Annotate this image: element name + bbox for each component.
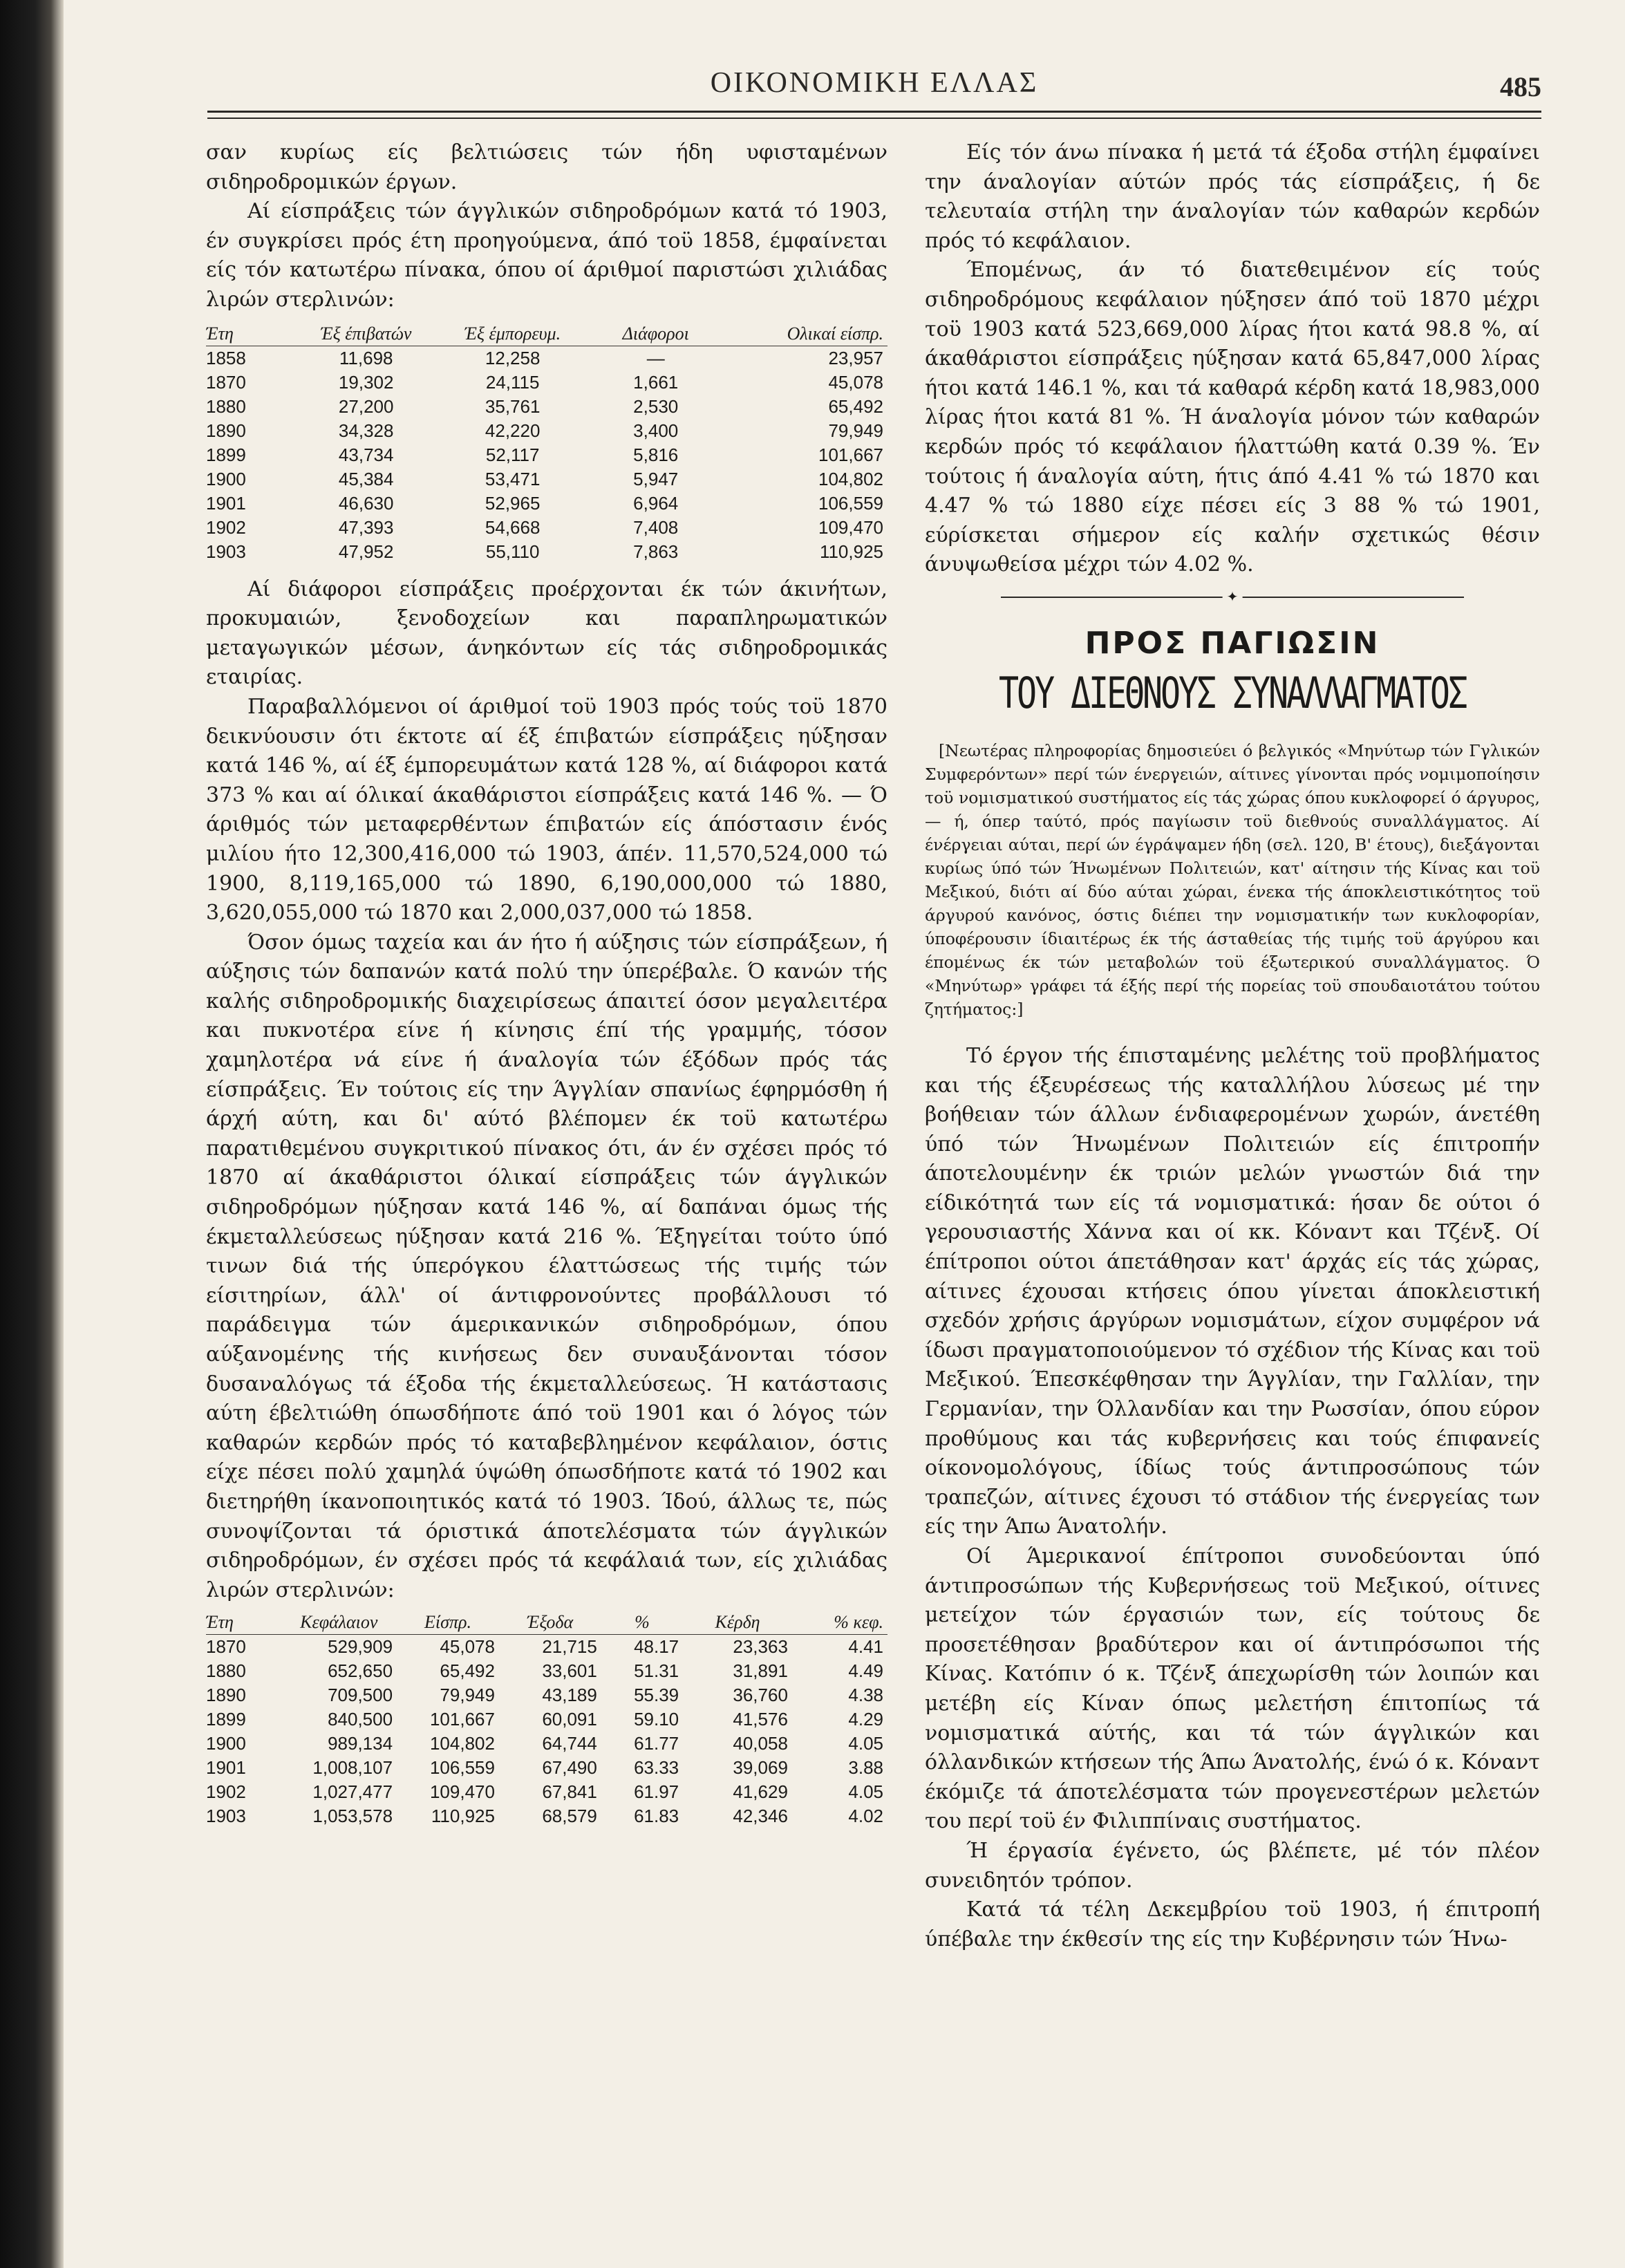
table-cell: 110,925: [431, 1806, 495, 1827]
table-cell: 12,258: [485, 347, 541, 368]
right-column: [925, 138, 1540, 2253]
table-cell: 54,668: [485, 516, 541, 538]
article-title: ΠΡΟΣ ΠΑΓΙΩΣΙΝ: [1084, 625, 1380, 661]
table-header-cell: %: [601, 1611, 683, 1635]
table-cell: 652,650: [328, 1660, 393, 1682]
table-header-cell: Είσπρ.: [397, 1611, 499, 1635]
table-cell: 1902: [206, 516, 246, 538]
table-cell: 21,715: [542, 1636, 597, 1658]
table-header-cell: Έξ έπιβατών: [294, 322, 438, 346]
table-header-cell: Κεφάλαιον: [281, 1611, 397, 1635]
table-cell: 1870: [206, 371, 246, 393]
table-cell: 67,841: [542, 1781, 597, 1803]
editor-note: [Νεωτέρας πληροφορίας δημοσιεύει ό βελγικός «Μηνύτωρ τών Γγλικών Συμφερόντων» περί τών ένεργειών, αίτινες γίνονται πρός νομιμοποίησιν τοϋ νομισματικού συστήματος είς τάς χώρας όπου κυκλοφορεί ό άργυρος, — ή, όπερ ταύτό, πρός παγίωσιν τοϋ διεθνούς συναλλάγματος. Αί ένέργειαι αύται, περί ών έγράψαμεν ήδη (σελ. 120, Β' έτους), διεξάγονται κυρίως ύπό τών Ήνωμένων Πολιτειών, κατ' αίτησιν τής Κίνας και τοϋ Μεξικού, διότι αί δύο αύται χώραι, ένεκα τής άποκλειστικότητος τοϋ άργυρού κανόνος, όστις διέπει την νομισματικήν των κυκλοφορίαν, ύποφέρουσιν ίδιαιτέρως έκ τής άσταθείας τής τιμής τοϋ άργύρου και έπομένως έκ τών μεταβολών τοϋ έξωτερικού συναλλάγματος. Ό «Μηνύτωρ» γράφει τά έξής περί τής πορείας τοϋ σπουδαιοτάτου τούτου ζητήματος:]: [925, 740, 1540, 1019]
table-header-cell: Έτη: [206, 1611, 281, 1635]
paragraph: Τό έργον τής έπισταμένης μελέτης τοϋ προβλήματος και τής έξευρέσεως τής καταλλήλου λύσεως μέ την βοήθειαν τών άλλων ένδιαφερομένων χωρών, άνετέθη ύπό τών Ήνωμένων Πολιτειών είς έπιτροπήν άποτελουμένην έκ τριών μελών γνωστών διά την είδικότητά των είς τά νομισματικά: ήσαν δε ούτοι ό γερουσιαστής Χάννα και οί κκ. Κόναντ και Τζένξ. Οί έπίτροποι ούτοι άπετάθησαν κατ' άρχάς είς τάς χώρας, αίτινες έχουσαι κτήσεις όπου γίνεται άποκλειστική σχεδόν χρήσις άργύρων νομισμάτων, είχον συμφέρον νά ίδωσι πραγματοποιούμενον τό σχέδιον τής Κίνας και τοϋ Μεξικού. Έπεσκέφθησαν την Άγγλίαν, την Γαλλίαν, την Γερμανίαν, την Όλλανδίαν και την Ρωσσίαν, όπου εύρον προθύμους και τάς κυβερνήσεις και τούς έπιφανείς οίκονομολόγους, ίδίως τούς άντιπροσώπους τών τραπεζών, αίτινες έχουσι τό στάδιον τής ένεργείας των είς την Άπω Άνατολήν.: [925, 1043, 1540, 1539]
table-cell: 27,200: [338, 395, 394, 417]
table-cell: 64,744: [542, 1733, 597, 1754]
table-cell: 4.29: [848, 1709, 883, 1730]
table-row: [206, 540, 887, 564]
table-row: [206, 1659, 887, 1683]
table-cell: 2,530: [633, 395, 679, 417]
table-cell: 42,346: [733, 1806, 788, 1827]
table-cell: 41,629: [733, 1781, 788, 1803]
table-cell: 19,302: [338, 371, 394, 393]
table-cell: 1890: [206, 1685, 246, 1706]
table-cell: 104,802: [429, 1733, 495, 1754]
table-row: [206, 1756, 887, 1780]
table-cell: 7,408: [633, 516, 679, 538]
table-cell: 529,909: [328, 1636, 393, 1658]
table-cell: 1,661: [633, 371, 679, 393]
table-cell: 43,189: [542, 1685, 597, 1706]
table-header-cell: Ολικαί είσπρ.: [724, 322, 887, 346]
table-cell: 6,964: [633, 492, 679, 514]
revenue-table: [206, 322, 887, 564]
table-row: [206, 1683, 887, 1707]
table-cell: 1901: [206, 492, 246, 514]
table-row: [206, 516, 887, 540]
paragraph: Είς τόν άνω πίνακα ή μετά τά έξοδα στήλη έμφαίνει την άναλογίαν αύτών πρός τάς είσπράξεις, ή δε τελευταία στήλη την άναλογίαν τών καθαρών κερδών πρός τό κεφάλαιον.: [925, 140, 1540, 253]
table-cell: 60,091: [542, 1709, 597, 1730]
table-cell: 5,816: [633, 444, 679, 465]
table-cell: 45,384: [338, 468, 394, 489]
header-rule: [207, 111, 1541, 113]
table-cell: 35,761: [485, 395, 541, 417]
table-header-cell: Έτη: [206, 322, 294, 346]
table-cell: 48.17: [634, 1636, 679, 1658]
table-cell: 51.31: [634, 1660, 679, 1682]
paragraph: Αί διάφοροι είσπράξεις προέρχονται έκ τών άκινήτων, προκυμαιών, ξενοδοχείων και παραπληρωματικών μεταγωγικών μέσων, άνηκόντων είς τάς σιδηροδρομικάς εταιρίας.: [206, 577, 887, 690]
table-cell: 5,947: [633, 468, 679, 489]
table-cell: 41,576: [733, 1709, 788, 1730]
table-cell: 59.10: [634, 1709, 679, 1730]
table-header-cell: Κέρδη: [683, 1611, 792, 1635]
table-cell: 52,117: [485, 444, 540, 465]
table-cell: 1900: [206, 1733, 246, 1754]
table-cell: 61.83: [634, 1806, 679, 1827]
table-cell: 23,363: [733, 1636, 788, 1658]
table-cell: 67,490: [542, 1757, 597, 1779]
table-cell: 61.97: [634, 1781, 679, 1803]
table-header-cell: Διάφοροι: [588, 322, 724, 346]
table-cell: 68,579: [542, 1806, 597, 1827]
table-cell: 45,078: [440, 1636, 495, 1658]
paragraph: Όσον όμως ταχεία και άν ήτο ή αύξησις τών είσπράξεων, ή αύξησις τών δαπανών κατά πολύ την ύπερέβαλε. Ό κανών τής καλής σιδηροδρομικής διαχειρίσεως άπαιτεί όσον μεγαλειτέρα και πυκνοτέρα είνε ή κίνησις έπί τής γραμμής, τόσον χαμηλοτέρα νά είνε ή άναλογία τών έξόδων πρός τάς είσπράξεις. Έν τούτοις είς την Άγγλίαν σπανίως έφηρμόσθη ή άρχή αύτη, και δι' αύτό βλέπομεν έκ τοϋ κατωτέρω παρατιθεμένου συγκριτικού πίνακος ότι, άν έν σχέσει πρός τό 1870 αί άκαθάριστοι όλικαί είσπράξεις τών άγγλικών σιδηροδρόμων ηύξησαν κατά 146 %, αί δαπάναι όμως τής έκμεταλλεύσεως ηύξησαν κατά 216 %. Έξηγείται τούτο ύπό τινων διά τής ύπερόγκου έλαττώσεως τής τιμής τών είσιτηρίων, άλλ' οί άντιφρονούντες προβάλλουσι τό παράδειγμα τών άμερικανικών σιδηροδρόμων, όπου αύξανομένης τής κινήσεως δεν συναυξάνονται τόσον δυσαναλόγως τά έξοδα τής έκμεταλλεύσεως. Ή κατάστασις αύτη έβελτιώθη όπωσδήποτε άπό τοϋ 1901 και ό λόγος τών καθαρών κερδών πρός τό καταβεβλημένον κεφάλαιον, όστις είχε πέσει πολύ χαμηλά ύψώθη όπωσδήποτε κατά τό 1902 και διετηρήθη ίκανοποιητικός κατά τό 1903. Ίδού, άλλως τε, πώς συνοψίζονται τά όριστικά άποτελέσματα τών άγγλικών σιδηροδρόμων, έν σχέσει πρός τά κεφάλαιά των, είς χιλιάδας λιρών στερλινών:: [206, 930, 887, 1602]
table-cell: 65,492: [828, 395, 883, 417]
table-cell: 4.02: [848, 1806, 883, 1827]
section-divider: [925, 587, 1540, 608]
table-cell: 989,134: [328, 1733, 393, 1754]
table-cell: 24,115: [485, 371, 540, 393]
table-cell: 1903: [206, 541, 246, 562]
table-row: [206, 467, 887, 491]
table-cell: 7,863: [633, 541, 679, 562]
paragraph: Οί Άμερικανοί έπίτροποι συνοδεύονται ύπό άντιπροσώπων τής Κυβερνήσεως τοϋ Μεξικού, οίτινες μετείχον τών έργασιών των, είς τούτους δε προσετέθησαν βραδύτερον και οί άντιπρόσωποι τής Κίνας. Κατόπιν ό κ. Τζένξ άπεχωρίσθη τών λοιπών και μετέβη είς Κίναν όπως μελετήση έπιτοπίως τά νομισματικά αύτής, και τά τών άγγλικών και όλλανδικών κτήσεων τής Άπω Άνατολής, ένώ ό κ. Κόναντ έκόμιζε τά άποτελέσματα τών προγενεστέρων μελετών του περί τοϋ έν Φιλιππίναις συστήματος.: [925, 1544, 1540, 1834]
table-cell: 4.49: [848, 1660, 883, 1682]
table-row: [206, 443, 887, 467]
table-cell: 3,400: [633, 420, 679, 441]
table-cell: 4.41: [848, 1636, 883, 1658]
paragraph: Κατά τά τέλη Δεκεμβρίου τοϋ 1903, ή έπιτροπή ύπέβαλε την έκθεσίν της είς την Κυβέρνησιν τών Ήνω-: [925, 1897, 1540, 1951]
table-cell: 106,559: [429, 1757, 495, 1779]
table-cell: 1900: [206, 468, 246, 489]
table-cell: 4.38: [848, 1685, 883, 1706]
table-cell: 55,110: [485, 541, 540, 562]
table-cell: 36,760: [733, 1685, 788, 1706]
table-cell: 110,925: [819, 541, 883, 562]
table-cell: 63.33: [634, 1757, 679, 1779]
table-cell: 23,957: [828, 347, 883, 368]
table-row: [206, 346, 887, 371]
table-cell: 55.39: [634, 1685, 679, 1706]
paragraph: Έπομένως, άν τό διατεθειμένον είς τούς σιδηροδρόμους κεφάλαιον ηύξησεν άπό τοϋ 1870 μέχρι τοϋ 1903 κατά 523,669,000 λίρας ήτοι κατά 98.8 %, αί άκαθάριστοι είσπράξεις ηύξησαν κατά 65,847,000 λίρας ήτοι κατά 146.1 %, και τά καθαρά κέρδη κατά 18,983,000 λίρας ήτοι κατά 81 %. Ή άναλογία μόνον τών καθαρών κερδών πρός τό κεφάλαιον ήλαττώθη κατά 0.39 %. Έν τούτοις ή άναλογία αύτη, ήτις άπό 4.41 % τώ 1870 και 4.47 % τώ 1880 είχε πέσει είς 3 88 % τώ 1901, εύρίσκεται σήμερον είς καλήν σχετικώς θέσιν άνυψωθείσα μέχρι τών 4.02 %.: [925, 258, 1540, 577]
table-cell: 53,471: [485, 468, 541, 489]
paragraph: Παραβαλλόμενοι οί άριθμοί τοϋ 1903 πρός τούς τοϋ 1870 δεικνύουσιν ότι έκτοτε αί έξ έπιβατών είσπράξεις ηύξησαν κατά 146 %, αί έξ έμπορευμάτων κατά 128 %, αί διάφοροι κατά 373 % και αί όλικαί άκαθάριστοι είσπράξεις κατά 146 %. — Ό άριθμός τών μεταφερθέντων έπιβατών είς άπόστασιν ένός μιλίου ήτο 12,300,416,000 τώ 1903, άπέν. 11,570,524,000 τώ 1900, 8,119,165,000 τώ 1890, 6,190,000,000 τώ 1880, 3,620,055,000 τώ 1870 και 2,000,037,000 τώ 1858.: [206, 694, 887, 926]
table-cell: 1899: [206, 444, 246, 465]
table-cell: 46,630: [338, 492, 394, 514]
table-cell: 3.88: [848, 1757, 883, 1779]
table-row: [206, 371, 887, 395]
table-cell: 1902: [206, 1781, 246, 1803]
table-row: [206, 1804, 887, 1828]
table-row: [206, 395, 887, 419]
table-cell: 52,965: [485, 492, 541, 514]
table-cell: 1,027,477: [312, 1781, 393, 1803]
table-cell: 4.05: [848, 1781, 883, 1803]
table-cell: 43,734: [338, 444, 394, 465]
table-cell: 1880: [206, 1660, 246, 1682]
table-cell: 33,601: [542, 1660, 597, 1682]
table-cell: 101,667: [429, 1709, 495, 1730]
table-cell: 42,220: [485, 420, 541, 441]
table-cell: 1880: [206, 395, 246, 417]
table-cell: 61.77: [634, 1733, 679, 1754]
table-row: [206, 1780, 887, 1804]
table-cell: 1899: [206, 1709, 246, 1730]
table-cell: 104,802: [818, 468, 883, 489]
ornament-icon: ✦: [1223, 589, 1243, 604]
table-cell: —: [646, 347, 665, 368]
table-cell: 39,069: [733, 1757, 788, 1779]
running-title: ΟΙΚΟΝΟΜΙΚΗ ΕΛΛΑΣ: [710, 67, 1039, 99]
page-header: [207, 66, 1541, 108]
paragraph: σαν κυρίως είς βελτιώσεις τών ήδη υφισταμένων σιδηροδρομικών έργων.: [206, 140, 887, 194]
header-rule-thin: [207, 118, 1541, 119]
table-header-cell: Έξ έμπορευμ.: [438, 322, 588, 346]
table-cell: 45,078: [828, 371, 883, 393]
table-cell: 709,500: [328, 1685, 393, 1706]
table-row: [206, 1635, 887, 1660]
table-cell: 31,891: [733, 1660, 788, 1682]
paragraph: Αί είσπράξεις τών άγγλικών σιδηροδρόμων κατά τό 1903, έν συγκρίσει πρός έτη προηγούμενα, άπό τοϋ 1858, έμφαίνεται είς τόν κατωτέρω πίνακα, όπου οί άριθμοί παριστώσι χιλιάδας λιρών στερλινών:: [206, 199, 887, 312]
table-cell: 109,470: [429, 1781, 495, 1803]
table-cell: 1903: [206, 1806, 246, 1827]
table-row: [206, 1732, 887, 1756]
table-cell: 34,328: [338, 420, 394, 441]
article-subtitle: ΤΟΥ ΔΙΕΘΝΟΥΣ ΣΥΝΑΛΛΑΓΜΑΤΟΣ: [999, 667, 1466, 718]
table-cell: 1890: [206, 420, 246, 441]
table-cell: 11,698: [339, 347, 393, 368]
table-cell: 65,492: [440, 1660, 495, 1682]
table-cell: 1901: [206, 1757, 246, 1779]
table-cell: 4.05: [848, 1733, 883, 1754]
table-cell: 1,053,578: [312, 1806, 393, 1827]
table-cell: 79,949: [440, 1685, 495, 1706]
left-column: [206, 138, 887, 2253]
table-cell: 1858: [206, 347, 246, 368]
results-table: [206, 1611, 887, 1828]
table-row: [206, 1707, 887, 1732]
table-header-row: [206, 322, 887, 346]
page-number: 485: [1500, 71, 1541, 102]
table-cell: 106,559: [818, 492, 883, 514]
table-cell: 840,500: [328, 1709, 393, 1730]
table-cell: 1,008,107: [312, 1757, 393, 1779]
table-header-cell: % κεφ.: [792, 1611, 887, 1635]
table-cell: 1870: [206, 1636, 246, 1658]
table-cell: 101,667: [818, 444, 883, 465]
table-cell: 47,952: [338, 541, 394, 562]
paragraph: Ή έργασία έγένετο, ώς βλέπετε, μέ τόν πλέον συνειδητόν τρόπον.: [925, 1838, 1540, 1893]
table-cell: 79,949: [828, 420, 883, 441]
table-row: [206, 419, 887, 443]
table-header-cell: Έξοδα: [499, 1611, 601, 1635]
table-header-row: [206, 1611, 887, 1635]
table-cell: 47,393: [338, 516, 394, 538]
table-cell: 109,470: [818, 516, 883, 538]
table-cell: 40,058: [733, 1733, 788, 1754]
book-binding-shadow: [0, 0, 64, 2268]
table-row: [206, 491, 887, 516]
